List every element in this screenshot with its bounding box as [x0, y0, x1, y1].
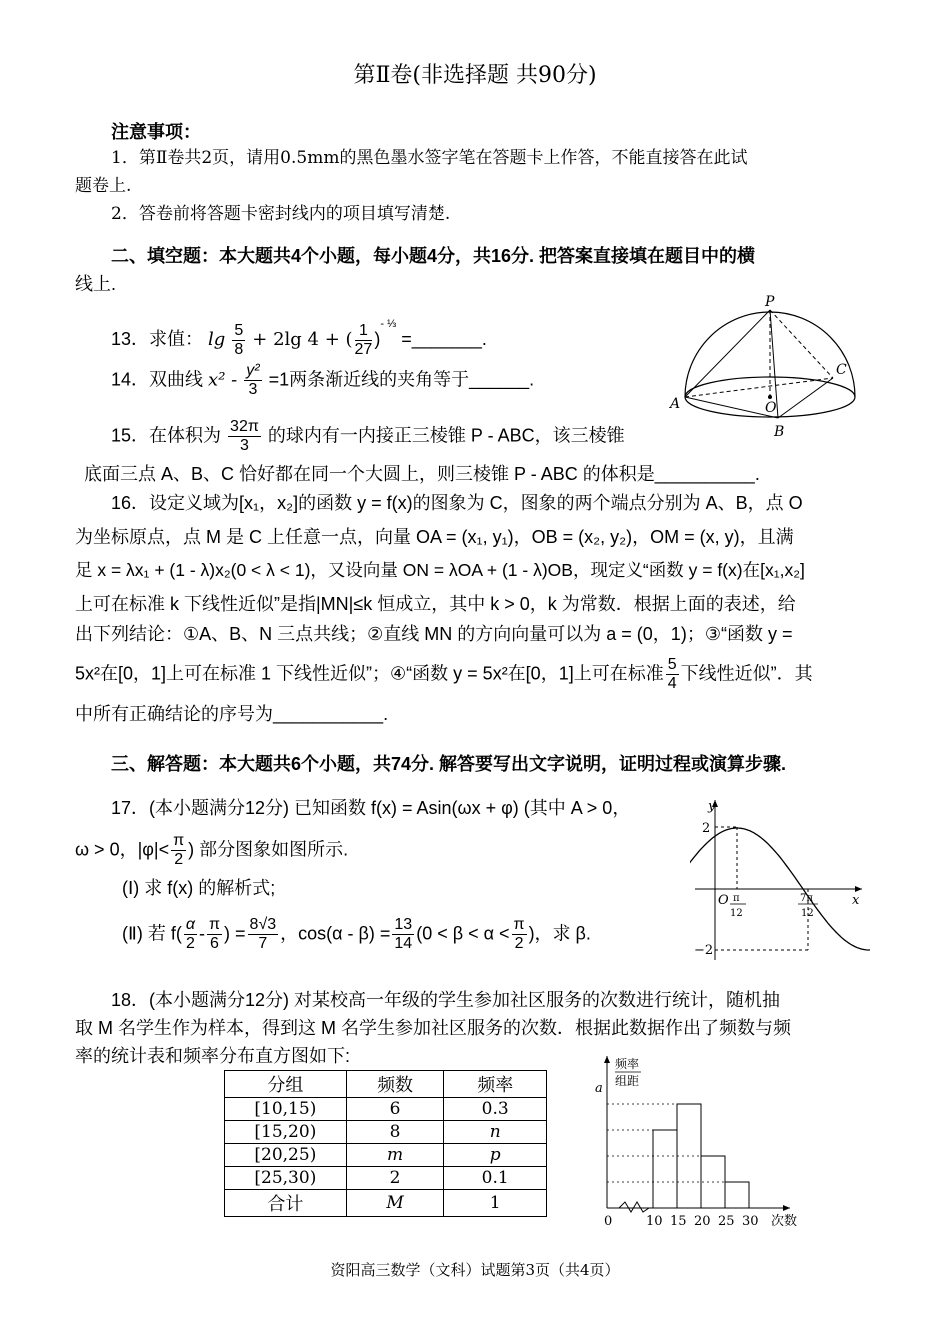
q13-f2-den: 27	[354, 340, 373, 358]
q17-p2f5-num: π	[513, 916, 525, 933]
page-title: 第Ⅱ卷(非选择题 共90分)	[353, 63, 597, 88]
table-row	[225, 1098, 547, 1121]
table-cell: 8	[346, 1121, 444, 1144]
pyramid-label-C: C	[836, 362, 847, 378]
q16-line-1: 16．设定义域为[x₁，x₂]的函数 y = f(x)的图象为 C，图象的两个端点分别为 A、B，点 O	[111, 493, 803, 513]
frequency-table	[224, 1070, 547, 1217]
q17-p2f2-den: 6	[210, 935, 219, 952]
hist-label-a: a	[595, 1081, 603, 1096]
q17-f-den: 2	[174, 851, 184, 868]
question-15	[111, 418, 625, 455]
table-row	[225, 1121, 547, 1144]
q15-f-num: 32π	[230, 418, 259, 435]
q13-fraction-1	[232, 322, 245, 359]
q13-lg: lg	[208, 329, 226, 350]
q16-line-3: 足 x = λx₁ + (1 - λ)x₂(0 < λ < 1)，又设向量 ON = λOA + (1 - λ)OB，现定义“函数 y = f(x)在[x₁,x₂]	[75, 560, 805, 580]
q16-line-4: 上可在标准 k 下线性近似”是指|MN|≤k 恒成立，其中 k > 0，k 为常数．根据上面的表述，给	[75, 594, 796, 614]
histogram-bar	[725, 1182, 749, 1208]
sine-label-pi: π	[733, 893, 740, 904]
table-row	[225, 1144, 547, 1167]
q16-line-6	[75, 656, 813, 693]
q17-p2-frac-4	[392, 916, 414, 953]
table-cell: [15,20)	[225, 1121, 347, 1144]
q17-part-2a: (Ⅱ) 若 f(	[122, 923, 182, 944]
table-cell: 合计	[225, 1190, 347, 1217]
q17-p2f4-den: 14	[394, 935, 413, 952]
q15-f-den: 3	[240, 437, 249, 454]
sine-label-12: 12	[730, 908, 743, 919]
q14-x2: x² -	[208, 369, 238, 391]
histogram-chart	[585, 1050, 815, 1230]
q17-p2f3-num: 8√3	[249, 916, 277, 933]
notice-heading: 注意事项：	[111, 122, 201, 142]
histogram-tick-label: 20	[694, 1214, 711, 1229]
notice-item-2: 2．答卷前将答题卡密封线内的项目填写清楚.	[111, 204, 451, 224]
section-2-heading-cont: 线上.	[75, 274, 117, 294]
q16-f-den: 4	[667, 675, 677, 692]
notice-item-1-cont: 题卷上.	[75, 176, 132, 196]
sine-label-neg-2: −2	[694, 943, 714, 958]
q14-fraction	[244, 362, 261, 399]
q17-p2-frac-5	[512, 916, 527, 953]
q15-prefix: 15．在体积为	[111, 425, 222, 446]
sine-label-O: O	[718, 893, 729, 908]
sine-label-2: 2	[702, 821, 711, 836]
table-cell: 0.3	[444, 1098, 547, 1121]
sine-label-7pi: 7π	[800, 893, 813, 904]
q13-prefix: 13．求值：	[111, 329, 204, 349]
sine-label-y: y	[708, 799, 716, 814]
q17-part-1: (Ⅰ) 求 f(x) 的解析式;	[122, 878, 276, 898]
table-row	[225, 1167, 547, 1190]
q17-part-2e: (0 < β < α <	[416, 923, 510, 944]
histogram-tick-label: 0	[604, 1214, 613, 1229]
q14-tail: =1两条渐近线的夹角等于______.	[268, 369, 535, 390]
q17-line-2	[75, 832, 348, 869]
q17-p2f4-num: 13	[394, 916, 413, 933]
histogram-bar	[653, 1130, 677, 1208]
sine-label-12b: 12	[801, 908, 814, 919]
q18-line-1: 18．(本小题满分12分) 对某校高一年级的学生参加社区服务的次数进行统计，随机抽	[111, 990, 781, 1010]
q14-f-den: 3	[248, 381, 258, 398]
q14-prefix: 14．双曲线	[111, 369, 204, 390]
pyramid-figure	[668, 290, 868, 440]
pyramid-label-P: P	[765, 294, 775, 310]
table-cell: n	[444, 1121, 547, 1144]
q17-part-2b: -	[198, 923, 205, 944]
q15-tail: 的球内有一内接正三棱锥 P - ABC，该三棱锥	[267, 425, 625, 446]
q16-fraction	[666, 656, 679, 693]
question-14	[111, 362, 534, 399]
section-2-heading: 二、填空题：本大题共4个小题，每小题4分，共16分. 把答案直接填在题目中的横	[111, 246, 756, 266]
histogram-tick-label: 25	[718, 1214, 735, 1229]
q17-f-num: π	[173, 832, 185, 849]
q17-p2f1-den: 2	[185, 935, 195, 952]
table-cell: 6	[346, 1098, 444, 1121]
pyramid-label-O: O	[765, 400, 777, 416]
q16-line-6b: 下线性近似”．其	[680, 663, 813, 684]
notice-item-1: 1．第Ⅱ卷共2页，请用0.5mm的黑色墨水签字笔在答题卡上作答，不能直接答在此试	[111, 148, 748, 168]
table-cell: 0.1	[444, 1167, 547, 1190]
table-cell: 2	[346, 1167, 444, 1190]
q16-line-2: 为坐标原点，点 M 是 C 上任意一点，向量 OA = (x₁, y₁)，OB = (x₂, y₂)，OM = (x, y)，且满	[75, 527, 794, 547]
table-row	[225, 1190, 547, 1217]
q17-fraction	[171, 832, 186, 869]
sine-figure	[690, 790, 870, 970]
q13-exponent: - ⅓	[380, 318, 397, 330]
pyramid-label-B: B	[774, 424, 785, 440]
q15-fraction	[228, 418, 261, 455]
sine-label-x: x	[852, 893, 860, 908]
q18-line-3: 率的统计表和频率分布直方图如下:	[75, 1046, 350, 1066]
q18-line-2: 取 M 名学生作为样本，得到这 M 名学生参加社区服务的次数．根据此数据作出了频数与频	[75, 1018, 791, 1038]
q16-line-6a: 5x²在[0，1]上可在标准 1 下线性近似”；④“函数 y = 5x²在[0，1]上可在标准	[75, 663, 664, 684]
hist-ylabel-bottom: 组距	[615, 1074, 640, 1088]
q17-p2-frac-2	[207, 916, 222, 953]
section-3-heading: 三、解答题：本大题共6个小题，共74分. 解答要写出文字说明，证明过程或演算步骤.	[111, 754, 787, 774]
page-footer: 资阳高三数学（文科）试题第3页（共4页）	[330, 1261, 620, 1279]
hist-ylabel-top: 频率	[615, 1057, 640, 1071]
q13-f1-num: 5	[234, 321, 244, 339]
q13-close: )	[374, 329, 381, 349]
q17-part-2	[122, 916, 591, 953]
table-cell: [20,25)	[225, 1144, 347, 1167]
table-cell: [25,30)	[225, 1167, 347, 1190]
q13-f2-num: 1	[355, 322, 373, 341]
q17-p2f2-num: π	[208, 916, 221, 933]
table-cell: M	[346, 1190, 444, 1217]
q17-line-1: 17．(本小题满分12分) 已知函数 f(x) = Asin(ωx + φ) (其中 A > 0，	[111, 798, 631, 818]
q13-mid: + 2lg 4 + (	[252, 329, 353, 350]
q17-p2-frac-3	[248, 916, 279, 953]
q13-fraction-2	[355, 322, 373, 359]
q16-f-num: 5	[667, 656, 677, 673]
table-header: 频数	[346, 1071, 444, 1098]
q16-line-5: 出下列结论：①A、B、N 三点共线；②直线 MN 的方向向量可以为 a = (0，1)；③“函数 y =	[75, 624, 793, 644]
q14-f-num: y²	[246, 362, 260, 379]
q17-line-2a: ω > 0，|φ|<	[75, 839, 170, 860]
question-15-cont: 底面三点 A、B、C 恰好都在同一个大圆上，则三棱锥 P - ABC 的体积是__________.	[84, 464, 760, 484]
q13-tail: =_______.	[401, 329, 487, 349]
histogram-tick-label: 15	[670, 1214, 687, 1229]
q17-p2-frac-1	[184, 916, 197, 953]
q17-p2f3-den: 7	[258, 935, 268, 952]
table-header-row	[225, 1071, 547, 1098]
table-header: 分组	[225, 1071, 347, 1098]
q13-f1-den: 8	[234, 340, 244, 358]
q17-part-2c: ) =	[224, 923, 246, 944]
table-cell: p	[444, 1144, 547, 1167]
table-cell: m	[346, 1144, 444, 1167]
q17-part-2f: )，求 β.	[528, 923, 591, 944]
pyramid-label-A: A	[670, 396, 681, 412]
table-cell: 1	[444, 1190, 547, 1217]
q17-line-2b: ) 部分图象如图所示.	[188, 839, 349, 860]
question-13	[111, 310, 487, 359]
q17-p2f1-num: α	[185, 916, 195, 933]
hist-xlabel: 次数	[771, 1214, 798, 1229]
table-header: 频率	[444, 1071, 547, 1098]
table-cell: [10,15)	[225, 1098, 347, 1121]
histogram-tick-label: 10	[646, 1214, 663, 1229]
q16-line-7: 中所有正确结论的序号为___________.	[75, 704, 389, 724]
q17-part-2d: ，cos(α - β) =	[280, 923, 391, 944]
q17-p2f5-den: 2	[514, 935, 524, 952]
histogram-tick-label: 30	[742, 1214, 759, 1229]
